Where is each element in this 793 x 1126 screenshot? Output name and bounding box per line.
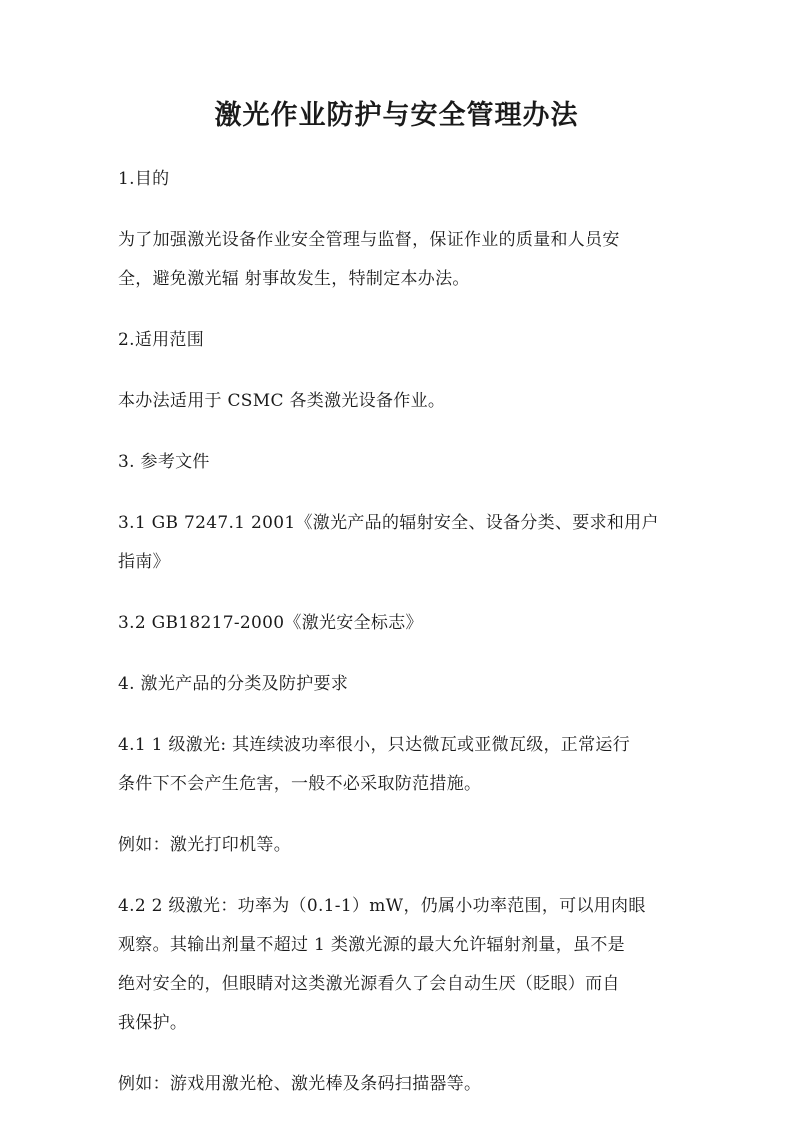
section-paragraph-purpose	[118, 221, 678, 299]
section-heading-references	[118, 443, 678, 482]
text-line: 1.目的	[118, 169, 170, 189]
text-line: 例如：游戏用激光枪、激光棒及条码扫描器等。	[118, 1074, 482, 1094]
text-line: 2.适用范围	[118, 330, 205, 350]
section-heading-purpose	[118, 160, 678, 199]
class-2-example	[118, 1065, 678, 1104]
class-1-example	[118, 826, 678, 865]
reference-item-2	[118, 604, 678, 643]
section-paragraph-scope	[118, 382, 678, 421]
text-line: 例如：激光打印机等。	[118, 835, 291, 855]
text-line: 4.1 1 级激光: 其连续波功率很小，只达微瓦或亚微瓦级，正常运行	[118, 735, 630, 755]
text-line: 4.2 2 级激光：功率为（0.1-1）mW，仍属小功率范围，可以用肉眼	[118, 896, 646, 916]
text-line: 3.1 GB 7247.1 2001《激光产品的辐射安全、设备分类、要求和用户	[118, 513, 659, 533]
document-title: 激光作业防护与安全管理办法	[214, 100, 579, 131]
text-line: 条件下不会产生危害，一般不必采取防范措施。	[118, 774, 482, 794]
text-line: 指南》	[118, 552, 170, 572]
text-line: 为了加强激光设备作业安全管理与监督，保证作业的质量和人员安	[118, 230, 620, 250]
section-heading-scope	[118, 321, 678, 360]
class-1-laser-paragraph	[118, 726, 678, 804]
document-body	[118, 160, 678, 1126]
text-line: 4. 激光产品的分类及防护要求	[118, 674, 349, 694]
class-2-laser-paragraph	[118, 887, 678, 1043]
text-line: 3. 参考文件	[118, 452, 210, 472]
text-line: 全，避免激光辐 射事故发生，特制定本办法。	[118, 269, 470, 289]
text-line: 绝对安全的，但眼睛对这类激光源看久了会自动生厌（眨眼）而自	[118, 974, 620, 994]
text-line: 3.2 GB18217-2000《激光安全标志》	[118, 613, 423, 633]
section-heading-classification	[118, 665, 678, 704]
text-line: 观察。其输出剂量不超过 1 类激光源的最大允许辐射剂量，虽不是	[118, 935, 625, 955]
text-line: 我保护。	[118, 1013, 188, 1033]
text-line: 本办法适用于 CSMC 各类激光设备作业。	[118, 391, 446, 411]
reference-item-1	[118, 504, 678, 582]
